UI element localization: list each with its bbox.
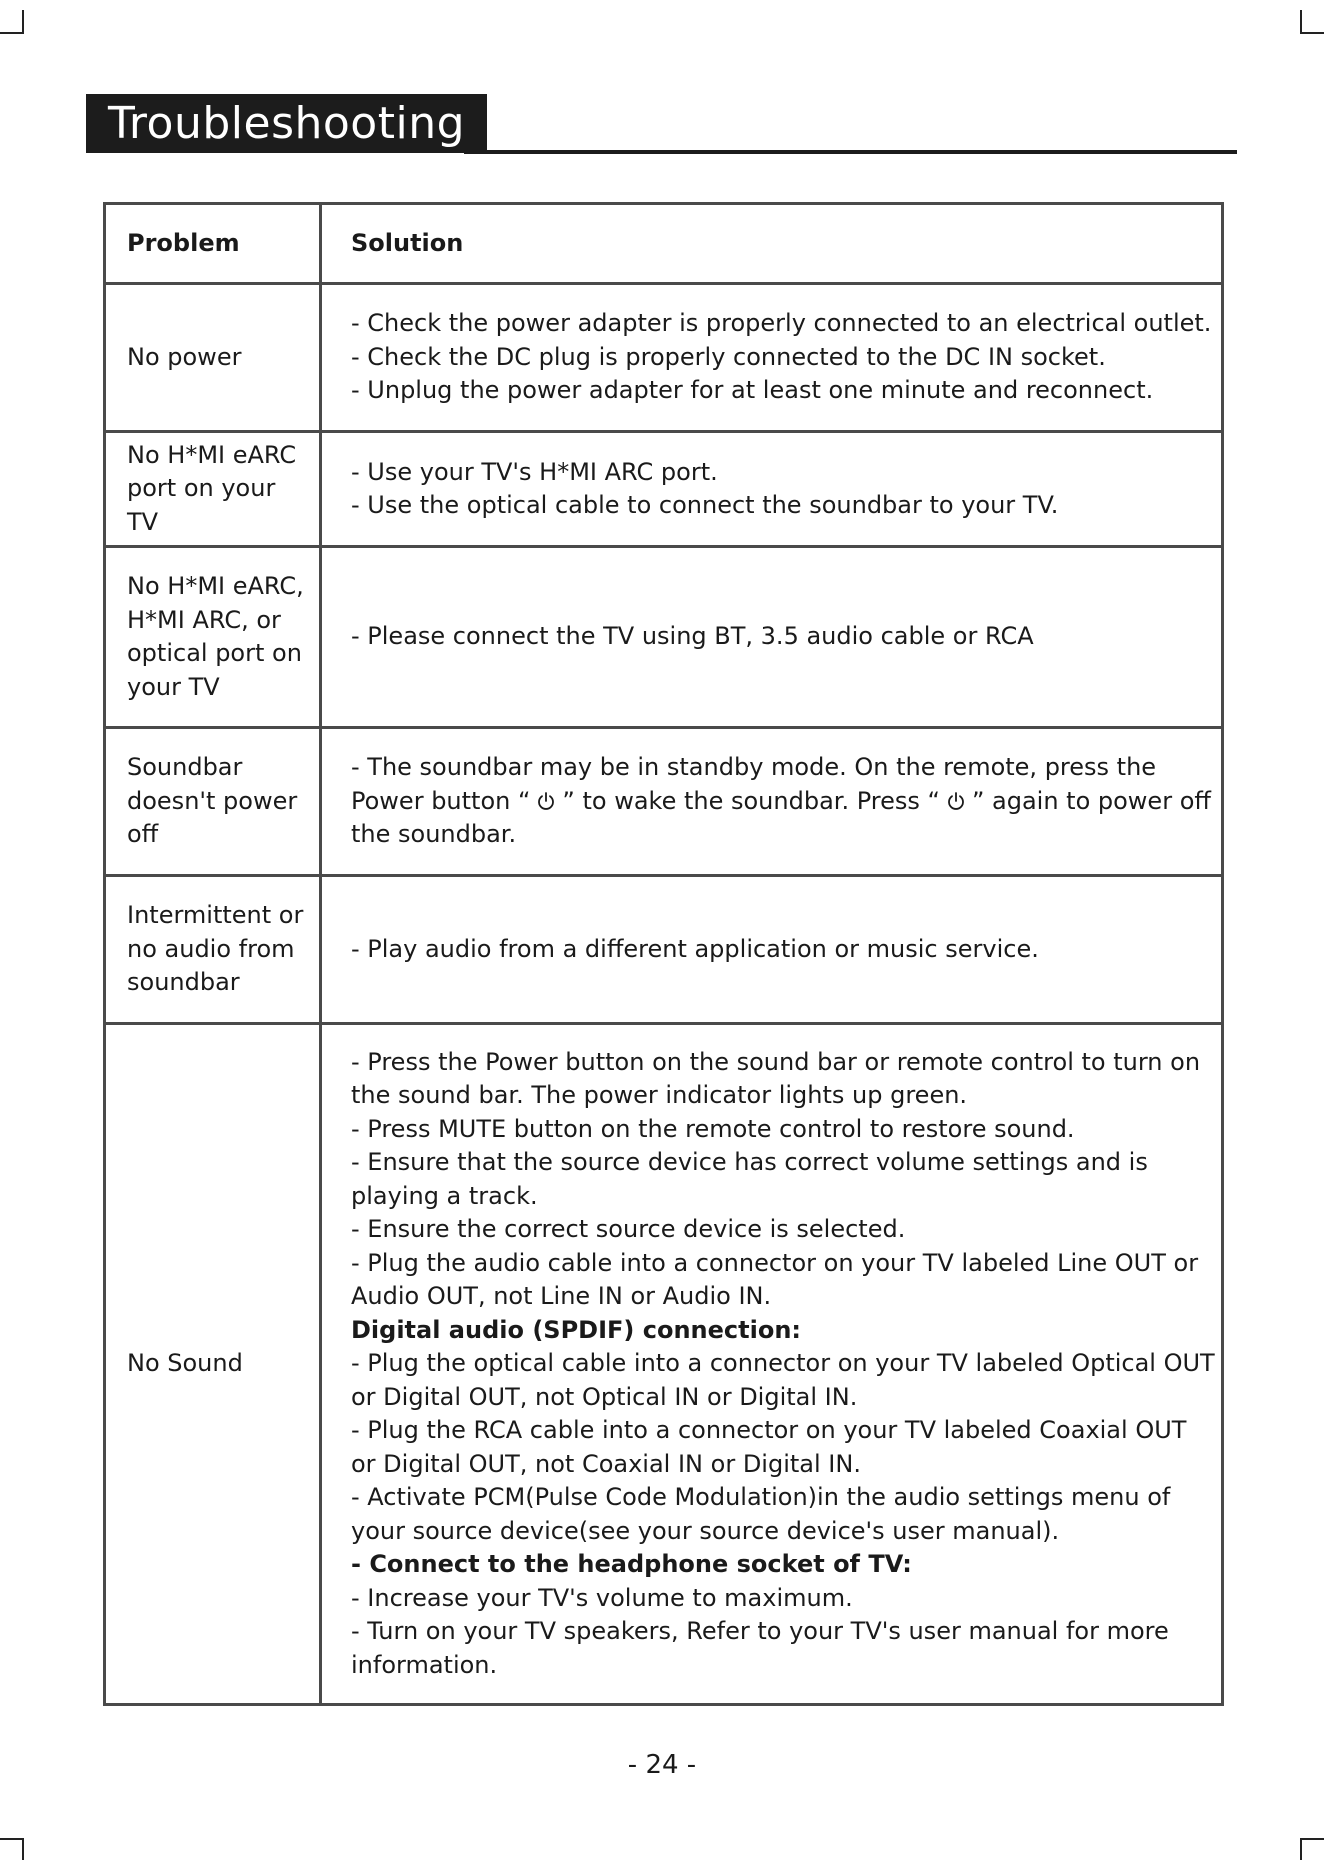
solution-line: - Press the Power button on the sound bar or remote control to turn on the sound bar. The power indicator lights up green. [351, 1047, 1201, 1110]
problem-text: No Sound [127, 1349, 243, 1378]
section-heading: - Connect to the headphone socket of TV: [351, 1550, 912, 1579]
problem-text: No H*MI eARC port on your TV [127, 440, 297, 536]
problem-cell [105, 547, 321, 728]
solution-cell [321, 547, 1223, 728]
table-row [105, 728, 1223, 876]
solution-paragraph [351, 751, 1217, 852]
section-heading: Digital audio (SPDIF) connection: [351, 1315, 802, 1344]
solution-line: - Activate PCM(Pulse Code Modulation)in the audio settings menu of your source device(see your source device's user manual). [351, 1483, 1171, 1545]
crop-mark-top-left-v [22, 10, 24, 34]
problem-cell [105, 432, 321, 547]
page-number: - 24 - [627, 1750, 697, 1780]
solution-line: - Plug the RCA cable into a connector on your TV labeled Coaxial OUT or Digital OUT, not Coaxial IN or Digital IN. [351, 1416, 1187, 1478]
solution-text-part: ” to wake the soundbar. Press “ [562, 786, 940, 815]
solution-line: - Play audio from a different application or music service. [351, 934, 1039, 963]
solution-text-part: - The soundbar may be in standby mode. On the remote, press the Power button “ [351, 753, 1157, 815]
table-header-row [105, 204, 1223, 284]
solution-line: - Press MUTE button on the remote control to restore sound. [351, 1114, 1075, 1143]
solution-line: - Use the optical cable to connect the soundbar to your TV. [351, 491, 1059, 519]
problem-column-header: Problem [105, 204, 321, 284]
solution-line: - Ensure the correct source device is selected. [351, 1215, 906, 1244]
table-row [105, 1024, 1223, 1705]
problem-text: No power [127, 342, 242, 371]
solution-line: - Please connect the TV using BT, 3.5 audio cable or RCA [351, 622, 1034, 651]
table-row [105, 284, 1223, 432]
page-title: Troubleshooting [86, 94, 487, 153]
solution-column-header: Solution [321, 204, 1223, 284]
power-icon [946, 791, 966, 811]
solution-line: - Check the power adapter is properly connected to an electrical outlet. [351, 309, 1212, 338]
problem-text: No H*MI eARC, H*MI ARC, or optical port on your TV [127, 572, 304, 701]
table-row [105, 876, 1223, 1024]
problem-text: Intermittent or no audio from soundbar [127, 901, 304, 997]
solution-line: - Plug the audio cable into a connector on your TV labeled Line OUT or Audio OUT, not Line IN or Audio IN. [351, 1248, 1199, 1311]
problem-cell [105, 876, 321, 1024]
solution-line: - Plug the optical cable into a connector on your TV labeled Optical OUT or Digital OUT, not Optical IN or Digital IN. [351, 1349, 1215, 1411]
solution-text-part: ” again to power off the soundbar. [351, 786, 1211, 849]
solution-cell [321, 728, 1223, 876]
crop-mark-top-left-h [0, 32, 22, 34]
solution-cell [321, 284, 1223, 432]
troubleshooting-table [103, 202, 1224, 1706]
problem-text: Soundbar doesn't power off [127, 753, 298, 849]
solution-cell [321, 1024, 1223, 1705]
solution-cell [321, 432, 1223, 547]
solution-cell [321, 876, 1223, 1024]
solution-line: - Ensure that the source device has correct volume settings and is playing a track. [351, 1148, 1148, 1210]
crop-mark-bottom-left-h [0, 1838, 22, 1840]
crop-mark-top-right-v [1300, 10, 1302, 34]
solution-line: - Check the DC plug is properly connected to the DC IN socket. [351, 342, 1106, 371]
crop-mark-bottom-right-h [1302, 1838, 1324, 1840]
solution-line: - Turn on your TV speakers, Refer to your TV's user manual for more information. [351, 1617, 1169, 1679]
solution-line: - Use your TV's H*MI ARC port. [351, 457, 718, 486]
crop-mark-bottom-right-v [1300, 1838, 1302, 1860]
table-row [105, 432, 1223, 547]
title-underline [464, 150, 1237, 154]
problem-cell [105, 1024, 321, 1705]
crop-mark-bottom-left-v [22, 1838, 24, 1860]
power-icon [536, 791, 556, 811]
solution-line: - Increase your TV's volume to maximum. [351, 1583, 853, 1612]
problem-cell [105, 728, 321, 876]
crop-mark-top-right-h [1302, 32, 1324, 34]
problem-cell [105, 284, 321, 432]
solution-line: - Unplug the power adapter for at least one minute and reconnect. [351, 376, 1154, 405]
table-row [105, 547, 1223, 728]
